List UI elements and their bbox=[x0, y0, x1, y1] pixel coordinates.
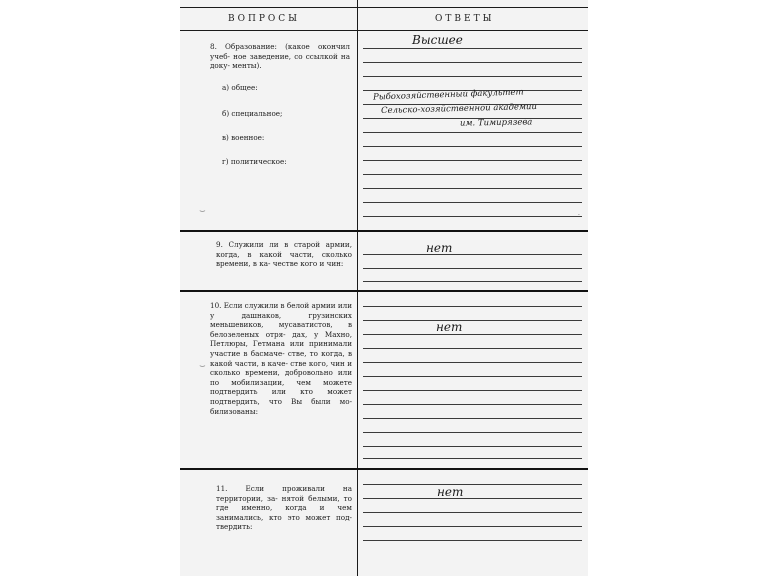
answer-line bbox=[363, 202, 582, 203]
section-separator-10 bbox=[180, 290, 588, 292]
answer-11: нет bbox=[437, 485, 464, 499]
answer-line bbox=[363, 62, 582, 63]
answer-line bbox=[363, 458, 582, 459]
answer-line bbox=[363, 390, 582, 391]
answer-line bbox=[363, 160, 582, 161]
answer-line bbox=[363, 512, 582, 513]
section-separator-11 bbox=[180, 468, 588, 470]
answer-line bbox=[363, 48, 582, 49]
answer-line bbox=[363, 146, 582, 147]
answer-line bbox=[363, 362, 582, 363]
answer-line bbox=[363, 540, 582, 541]
question-9-text: 9. Служили ли в старой армии, когда, в какой части, сколько времени, в ка- честве кого и чин: bbox=[216, 240, 352, 269]
answer-8-special-line1: Рыбохозяйственный факультет bbox=[372, 87, 524, 103]
answer-8-special-line2: Сельско-хозяйственной академии bbox=[380, 101, 538, 117]
answer-line bbox=[363, 216, 582, 217]
answer-line bbox=[363, 76, 582, 77]
section-separator-9 bbox=[180, 230, 588, 232]
question-11-text: 11. Если проживали на территории, за- нятой белыми, то где именно, когда и чем занимались, кто это может под- твердить: bbox=[216, 484, 352, 532]
answer-line bbox=[363, 484, 582, 485]
answer-line bbox=[363, 418, 582, 419]
header-bottom-border bbox=[180, 30, 588, 31]
answer-line bbox=[363, 348, 582, 349]
answer-line bbox=[363, 188, 582, 189]
header-top-border bbox=[180, 7, 588, 8]
answer-line bbox=[363, 432, 582, 433]
form-sheet bbox=[180, 0, 588, 576]
answer-9: нет bbox=[426, 241, 453, 255]
scan-mark: · bbox=[578, 212, 580, 219]
question-8-text: 8. Образование: (какое окончил учеб- ное заведение, со ссылкой на доку- менты). bbox=[210, 42, 350, 71]
answer-line bbox=[363, 132, 582, 133]
answer-line bbox=[363, 498, 582, 499]
answer-line bbox=[363, 254, 582, 255]
questions-header: ВОПРОСЫ bbox=[228, 14, 301, 24]
column-divider bbox=[357, 0, 358, 576]
question-8c-label: в) военное: bbox=[222, 133, 265, 142]
answer-line bbox=[363, 334, 582, 335]
answer-line bbox=[363, 320, 582, 321]
answer-line bbox=[363, 268, 582, 269]
question-8b-label: б) специальное; bbox=[222, 109, 283, 118]
answer-line bbox=[363, 404, 582, 405]
scan-mark: ‿ bbox=[200, 360, 205, 367]
answer-line bbox=[363, 446, 582, 447]
answer-line bbox=[363, 376, 582, 377]
question-8d-label: г) политическое: bbox=[222, 157, 287, 166]
answer-8-special-line3: им. Тимирязева bbox=[459, 117, 533, 129]
question-8a-label: а) общее: bbox=[222, 83, 258, 92]
scan-mark: ‿ bbox=[200, 205, 205, 212]
answer-line bbox=[363, 306, 582, 307]
answer-line bbox=[363, 174, 582, 175]
answer-line bbox=[363, 281, 582, 282]
answer-8-general: Высшее bbox=[412, 33, 463, 47]
answer-line bbox=[363, 526, 582, 527]
question-10-text: 10. Если служили в белой армии или у дашнаков, грузинских меньшевиков, мусаватистов, в белозеленых отря- дах, у Махно, Петлюры, Гетмана или принимали участие в басмаче- стве, то когда, в какой части, в каче- стве кого, чин и сколько времени, добровольно или по мобилизации, чем можете подтвердить или кто может подтвердить, что Вы были мо- билизованы: bbox=[210, 301, 352, 416]
answer-10: нет bbox=[436, 320, 463, 334]
answers-header: ОТВЕТЫ bbox=[435, 14, 495, 24]
